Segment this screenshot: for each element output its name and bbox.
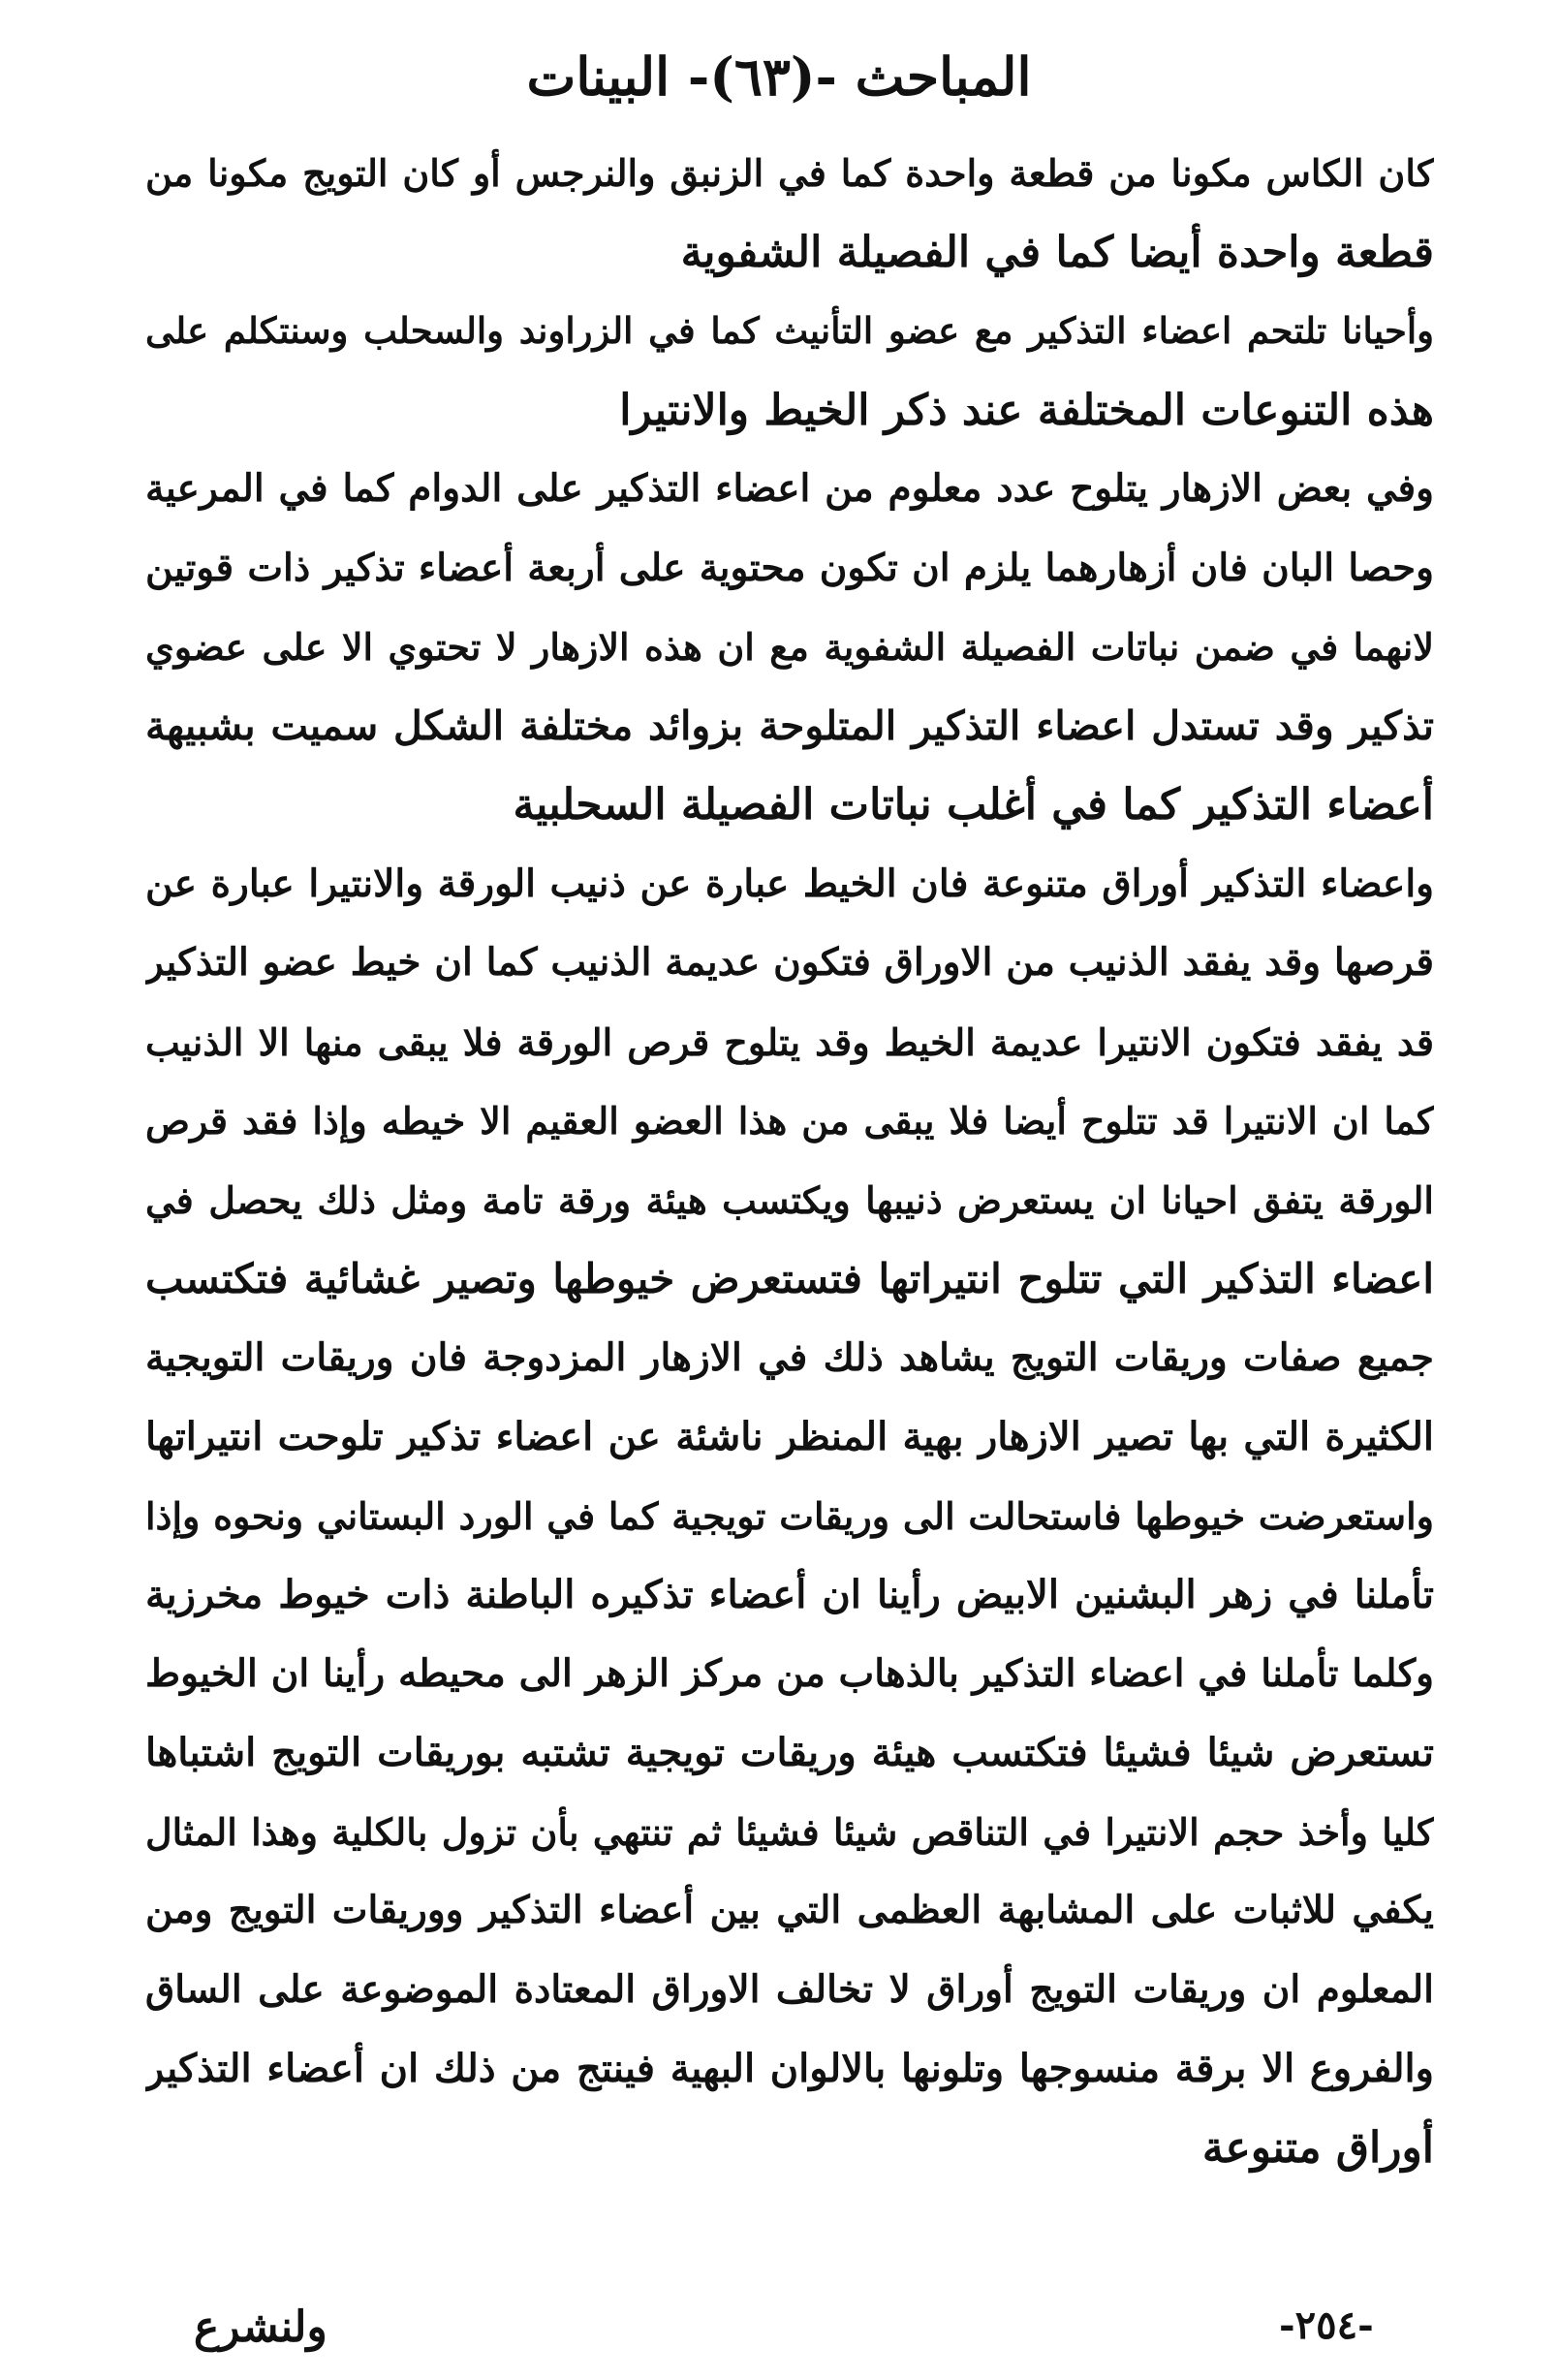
text-line: قد يفقد فتكون الانتيرا عديمة الخيط وقد يتلوح قرص الورقة فلا يبقى منها الا الذنيب — [145, 1019, 1434, 1064]
body-text — [145, 134, 1434, 2187]
text-line: المعلوم ان وريقات التويج أوراق لا تخالف الاوراق المعتادة الموضوعة على الساق — [145, 1966, 1434, 2012]
text-line: اعضاء التذكير التي تتلوح انتيراتها فتستعرض خيوطها وتصير غشائية فتكتسب — [145, 1255, 1434, 1302]
catchword: ولنشرع — [194, 2302, 327, 2352]
text-line: أعضاء التذكير كما في أغلب نباتات الفصيلة السحلبية — [513, 780, 1434, 830]
text-line: تذكير وقد تستدل اعضاء التذكير المتلوحة بزوائد مختلفة الشكل سميت بشبيهة — [145, 702, 1434, 749]
text-line: وفي بعض الازهار يتلوح عدد معلوم من اعضاء التذكير على الدوام كما في المرعية — [145, 466, 1434, 511]
text-line: جميع صفات وريقات التويج يشاهد ذلك في الازهار المزدوجة فان وريقات التويجية — [145, 1334, 1434, 1380]
text-line: قطعة واحدة أيضا كما في الفصيلة الشفوية — [680, 227, 1434, 277]
text-line: واستعرضت خيوطها فاستحالت الى وريقات تويجية كما في الورد البستاني ونحوه وإذا — [145, 1493, 1434, 1538]
text-line: تستعرض شيئا فشيئا فتكتسب هيئة وريقات تويجية تشتبه بوريقات التويج اشتباها — [145, 1730, 1434, 1775]
text-line: كليا وأخذ حجم الانتيرا في التناقص شيئا فشيئا ثم تنتهي بأن تزول بالكلية وهذا المثال — [145, 1809, 1434, 1854]
text-line: والفروع الا برقة منسوجها وتلونها بالالوان البهية فينتج من ذلك ان أعضاء التذكير — [145, 2046, 1434, 2091]
text-line: الورقة يتفق احيانا ان يستعرض ذنيبها ويكتسب هيئة ورقة تامة ومثل ذلك يحصل في — [145, 1177, 1434, 1222]
text-line: يكفي للاثبات على المشابهة العظمى التي بين أعضاء التذكير ووريقات التويج ومن — [145, 1888, 1434, 1932]
text-line: قرصها وقد يفقد الذنيب من الاوراق فتكون عديمة الذنيب كما ان خيط عضو التذكير — [145, 940, 1434, 985]
text-line: الكثيرة التي بها تصير الازهار بهية المنظر ناشئة عن اعضاء تذكير تلوحت انتيراتها — [145, 1414, 1434, 1459]
page-number: -٢٥٤- — [1279, 2302, 1374, 2348]
text-line: كما ان الانتيرا قد تتلوح أيضا فلا يبقى من هذا العضو العقيم الا خيطه وإذا فقد قرص — [145, 1099, 1434, 1143]
text-line: وكلما تأملنا في اعضاء التذكير بالذهاب من مركز الزهر الى محيطه رأينا ان الخيوط — [145, 1650, 1434, 1696]
text-line: وأحيانا تلتحم اعضاء التذكير مع عضو التأنيث كما في الزراوند والسحلب وسنتكلم على — [145, 309, 1434, 352]
running-header: المباحث -(٦٣)- البينات — [526, 46, 1032, 108]
text-line: لانهما في ضمن نباتات الفصيلة الشفوية مع ان هذه الازهار لا تحتوي الا على عضوي — [145, 625, 1434, 669]
text-line: أوراق متنوعة — [1201, 2122, 1434, 2173]
text-line: وحصا البان فان أزهارهما يلزم ان تكون محتوية على أربعة أعضاء تذكير ذات قوتين — [145, 545, 1434, 590]
text-line: كان الكاس مكونا من قطعة واحدة كما في الزنبق والنرجس أو كان التويج مكونا من — [145, 151, 1434, 195]
text-line: هذه التنوعات المختلفة عند ذكر الخيط والانتيرا — [619, 385, 1434, 435]
text-line: تأملنا في زهر البشنين الابيض رأينا ان أعضاء تذكيره الباطنة ذات خيوط مخرزية — [145, 1572, 1434, 1617]
text-line: واعضاء التذكير أوراق متنوعة فان الخيط عبارة عن ذنيب الورقة والانتيرا عبارة عن — [145, 861, 1434, 906]
